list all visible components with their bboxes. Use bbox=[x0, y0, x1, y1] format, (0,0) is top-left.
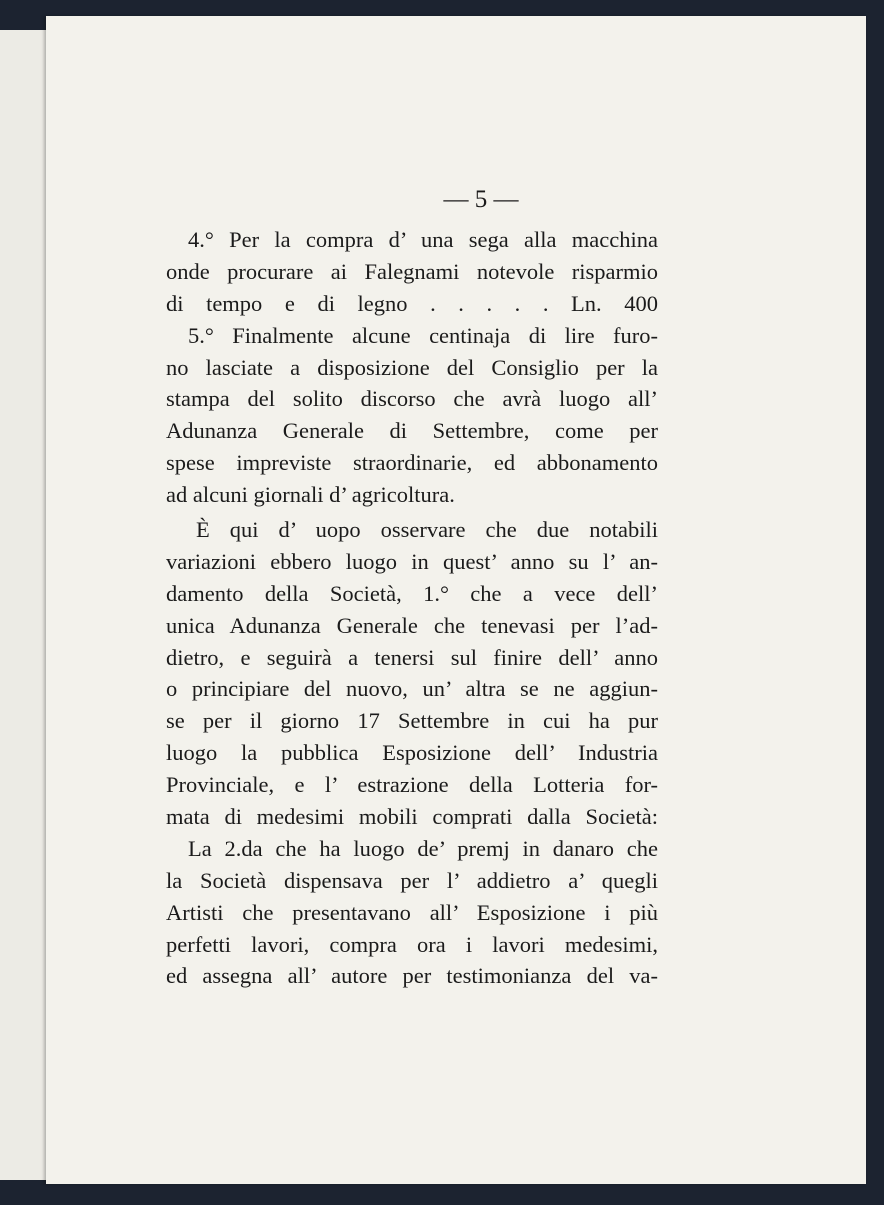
text-line: Provinciale, e l’ estrazione della Lotteria for- bbox=[166, 772, 658, 798]
text-line: mata di medesimi mobili comprati dalla Società: bbox=[166, 804, 658, 830]
text-line: 5.° Finalmente alcune centinaja di lire furo- bbox=[188, 322, 658, 348]
text-line: variazioni ebbero luogo in quest’ anno su l’ an- bbox=[166, 548, 658, 574]
text-line: Artisti che presentavano all’ Esposizione i più bbox=[166, 899, 658, 925]
text-line: dietro, e seguirà a tenersi sul finire dell’ anno bbox=[166, 644, 658, 670]
text-line: ad alcuni giornali d’ agricoltura. bbox=[166, 482, 455, 508]
text-line: o principiare del nuovo, un’ altra se ne aggiun- bbox=[166, 676, 658, 702]
text-line: se per il giorno 17 Settembre in cui ha pur bbox=[166, 708, 658, 734]
text-line: di tempo e di legno . . . . . Ln. 400 bbox=[166, 290, 658, 316]
text-line: 4.° Per la compra d’ una sega alla macchina bbox=[188, 227, 658, 252]
text-line: no lasciate a disposizione del Consiglio per la bbox=[166, 354, 658, 380]
page-number: — 5 — bbox=[443, 186, 519, 213]
text-line: stampa del solito discorso che avrà luogo all’ bbox=[166, 386, 658, 412]
previous-page-edge bbox=[0, 30, 51, 1180]
text-line: È qui d’ uopo osservare che due notabili bbox=[196, 517, 658, 543]
text-line: La 2.da che ha luogo de’ premj in danaro che bbox=[188, 835, 658, 861]
text-line: luogo la pubblica Esposizione dell’ Industria bbox=[166, 740, 658, 766]
text-line: perfetti lavori, compra ora i lavori medesimi, bbox=[166, 931, 658, 957]
text-line: la Società dispensava per l’ addietro a’ quegli bbox=[166, 867, 658, 893]
text-line: unica Adunanza Generale che tenevasi per l’ad- bbox=[166, 612, 658, 638]
book-page bbox=[46, 16, 866, 1184]
text-line: damento della Società, 1.° che a vece dell’ bbox=[166, 580, 658, 606]
text-line: spese impreviste straordinarie, ed abbonamento bbox=[166, 450, 658, 476]
text-line: onde procurare ai Falegnami notevole risparmio bbox=[166, 258, 658, 284]
text-line: ed assegna all’ autore per testimonianza del va- bbox=[166, 963, 658, 989]
text-line: Adunanza Generale di Settembre, come per bbox=[166, 418, 658, 444]
body-text bbox=[166, 224, 658, 992]
